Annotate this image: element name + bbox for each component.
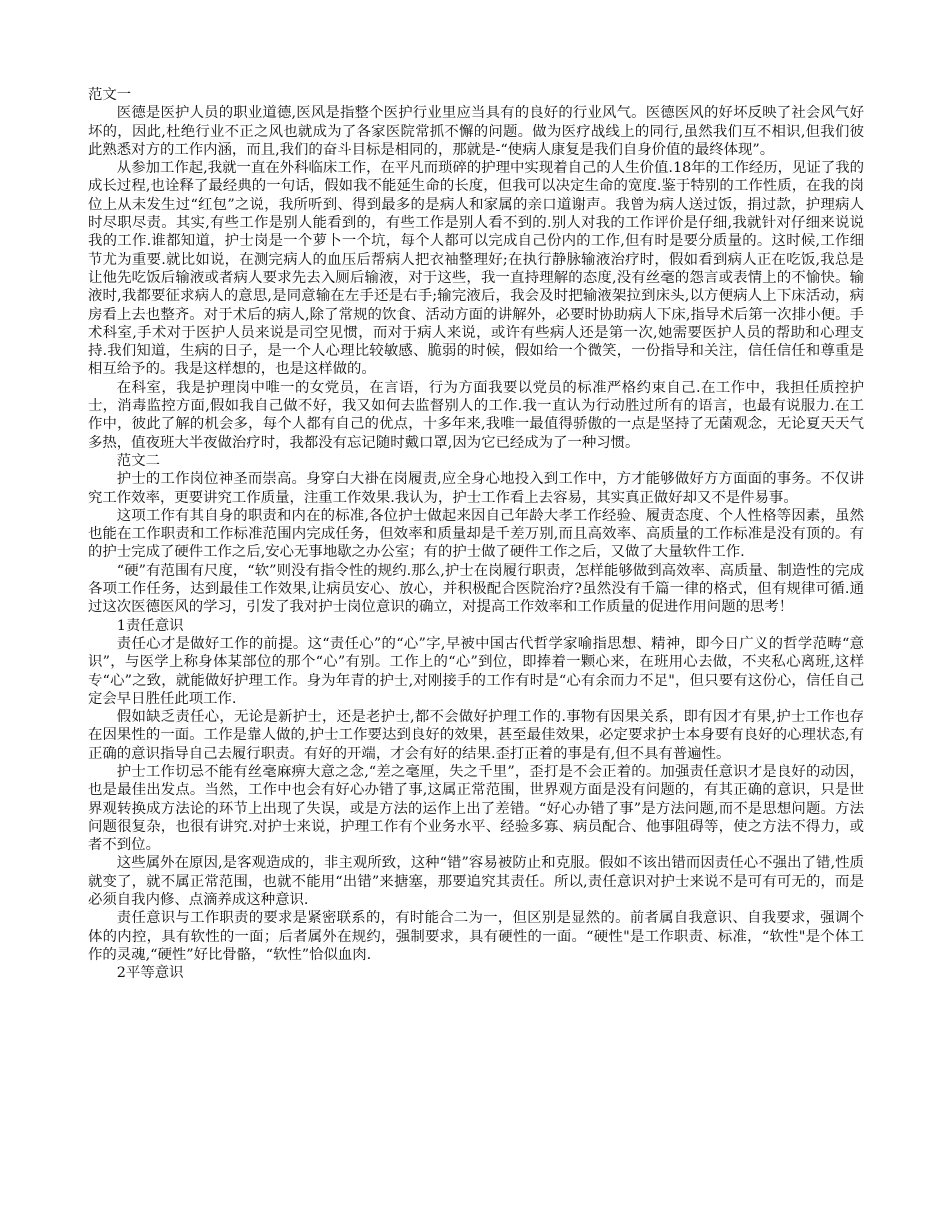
paragraph: “硬”有范围有尺度，“软”则没有指令性的规约.那么,护士在岗履行职责，怎样能够做到高效率、高质量、制造性的完成各项工作任务，达到最佳工作效果,让病员安心、放心，并积极配合医院治疗?虽然没有千篇一律的格式，但有规律可循.通过这次医德医风的学习，引发了我对护士岗位意识的确立，对提高工作效率和工作质量的促进作用问题的思考！	[88, 562, 864, 616]
paragraph: 责任意识与工作职责的要求是紧密联系的，有时能合二为一，但区别是显然的。前者属自我意识、自我要求，强调个体的内控，具有软性的一面；后者属外在规约，强制要求，具有硬性的一面。“硬性"是工作职责、标准，“软性"是个体工作的灵魂,“硬性”好比骨骼，“软性”恰似血肉.	[88, 910, 864, 963]
paragraph: 在科室，我是护理岗中唯一的女党员，在言语，行为方面我要以党员的标准严格约束自己.在工作中，我担任质控护士，消毒监控方面,假如我自己做不好，我又如何去监督别人的工作.我一直认为行动胜过所有的语言，也最有说服力.在工作中，彼此了解的机会多，每个人都有自己的优点，十多年来,我唯一最值得骄傲的一点是坚持了无菌观念，无论夏天天气多热，值夜班大半夜做治疗时，我都没有忘记随时戴口罩,因为它已经成为了一种习惯。	[88, 379, 864, 451]
paragraph: 责任心才是做好工作的前提。这“责任心”的“心”字,早被中国古代哲学家喻指思想、精神，即今日广义的哲学范畴“意识”，与医学上称身体某部位的那个“心”有别。工作上的“心”到位，即捧着一颗心来，在班用心去做，不夹私心离班,这样专“心”之致，就能做好护理工作。身为年青的护士,对刚接手的工作有时是“心有余而力不足"，但只要有这份心，信任自己定会早日胜任此项工作.	[88, 635, 864, 707]
paragraph: 从参加工作起,我就一直在外科临床工作，在平凡而琐碎的护理中实现着自己的人生价值.18年的工作经历，见证了我的成长过程,也诠释了最经典的一句话，假如我不能延生命的长度，但我可以决定生命的宽度.鉴于特别的工作性质，在我的岗位上从未发生过“红包”之说，我所听到、得到最多的是病人和家属的亲口道谢声。我曾为病人送过饭，捐过款，护理病人时尽职尽责。其实,有些工作是别人能看到的，有些工作是别人看不到的.别人对我的工作评价是仔细,我就针对仔细来说说我的工作.谁都知道，护士岗是一个萝卜一个坑，每个人都可以完成自己份内的工作,但有时是要分质量的。这时候,工作细节尤为重要.就比如说，在测完病人的血压后帮病人把衣袖整理好;在执行静脉输液治疗时，假如看到病人正在吃饭,我总是让他先吃饭后输液或者病人要求先去入厕后输液，对于这些，我一直持理解的态度,没有丝毫的怨言或表情上的不愉快。输液时,我都要征求病人的意思,是同意输在左手还是右手;输完液后，我会及时把输液架拉到床头,以方便病人上下床活动，病房看上去也整齐。对于术后的病人,除了常规的饮食、活动方面的讲解外，必要时协助病人下床,指导术后第一次排小便。手术科室,手术对于医护人员来说是司空见惯，而对于病人来说，或许有些病人还是第一次,她需要医护人员的帮助和心理支持.我们知道，生病的日子，是一个人心理比较敏感、脆弱的时候，假如给一个微笑，一份指导和关注，信任信任和尊重是相互给予的。我是这样想的，也是这样做的。	[88, 160, 864, 378]
section-title: 2平等意识	[116, 965, 184, 982]
section-title: 1责任意识	[116, 617, 184, 634]
section-title: 范文一	[88, 87, 132, 103]
paragraph: 这些属外在原因,是客观造成的，非主观所致，这种“错”容易被防止和克服。假如不该出错而因责任心不强出了错,性质就变了，就不属正常范围，也就不能用“出错”来搪塞，那要追究其责任。所以,责任意识对护士来说不是可有可无的，而是必须自我内修、点滴养成这种意识.	[88, 855, 864, 909]
paragraph: 这项工作有其自身的职责和内在的标准,各位护士做起来因自己年龄大孝工作经验、履责态度、个人性格等因素，虽然也能在工作职责和工作标准范围内完成任务，但效率和质量却是千差万别,而且高效率、高质量的工作标准是没有顶的。有的护士完成了硬件工作之后,安心无事地歇之办公室；有的护士做了硬件工作之后，又做了大量软件工作.	[88, 507, 864, 561]
paragraph: 护士工作切忌不能有丝毫麻痹大意之念,“差之毫厘，失之千里”，歪打是不会正着的。加强责任意识才是良好的动因，也是最佳出发点。当然，工作中也会有好心办错了事,这属正常范围，世界观方面是没有问题的，有其正确的意识，只是世界观转换成方法论的环节上出现了失误，或是方法的运作上出了差错。“好心办错了事”是方法问题,而不是思想问题。方法问题很复杂，也很有讲究.对护士来说，护理工作有个业务水平、经验多寡、病员配合、他事阻碍等，使之方法不得力，或者不到位。	[88, 763, 864, 854]
document-page	[88, 86, 864, 983]
paragraph: 假如缺乏责任心，无论是新护士，还是老护士,都不会做好护理工作的.事物有因果关系，即有因才有果,护士工作也存在因果性的一面。工作是靠人做的,护士工作要达到良好的效果，甚至最佳效果，必定要求护士本身要有良好的心理状态,有正确的意识指导自己去履行职责。有好的开端，才会有好的结果.歪打正着的事是有,但不具有普遍性。	[88, 709, 864, 762]
paragraph: 医德是医护人员的职业道德,医风是指整个医护行业里应当具有的良好的行业风气。医德医风的好坏反映了社会风气好坏的，因此,杜绝行业不正之风也就成为了各家医院常抓不懈的问题。做为医疗战线上的同行,虽然我们互不相识,但我们彼此熟悉对方的工作内涵，而且,我们的奋斗目标是相同的，那就是-“使病人康复是我们自身价值的最终体现”。	[88, 105, 864, 158]
section-title: 范文二	[116, 452, 160, 469]
paragraph: 护士的工作岗位神圣而崇高。身穿白大褂在岗履责,应全身心地投入到工作中，方才能够做好方方面面的事务。不仅讲究工作效率，更要讲究工作质量，注重工作效果.我认为，护士工作看上去容易，其实真正做好却又不是件易事。	[88, 471, 864, 506]
